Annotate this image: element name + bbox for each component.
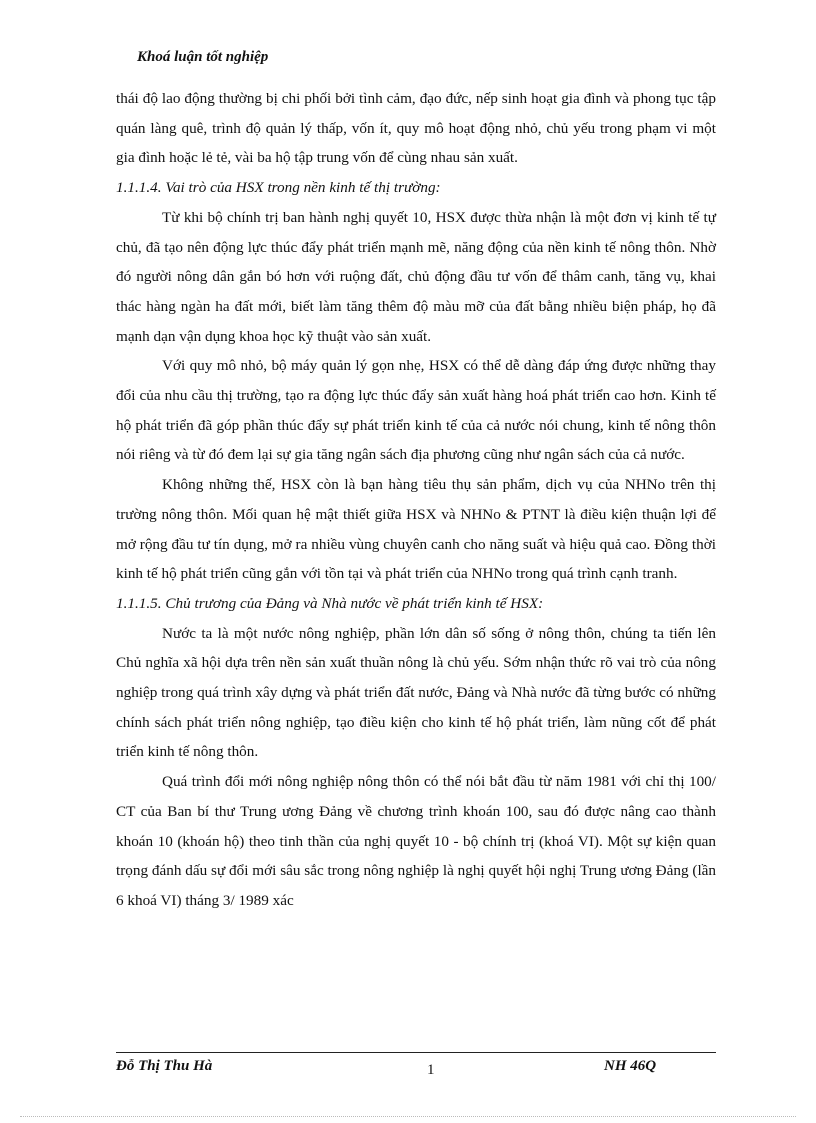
page-number: 1 <box>427 1062 435 1078</box>
paragraph: Nước ta là một nước nông nghiệp, phần lớn dân số sống ở nông thôn, chúng ta tiến lên Chủ nghĩa xã hội dựa trên nền sản xuất thuần nông là chủ yếu. Sớm nhận thức rõ vai trò của nông nghiệp trong quá trình xây dựng và phát triển đất nước, Đảng và Nhà nước đã từng bước có những chính sách phát triển nông nghiệp, tạo điều kiện cho kinh tế hộ phát triển, làm nũng cốt để phát triển kinh tế nông thôn. <box>116 624 716 761</box>
paragraph: Từ khi bộ chính trị ban hành nghị quyết 10, HSX được thừa nhận là một đơn vị kinh tế tự chủ, đã tạo nên động lực thúc đẩy phát triển mạnh mẽ, năng động của nền kinh tế nông thôn. Nhờ đó người nông dân gắn bó hơn với ruộng đất, chủ động đầu tư vốn để thâm canh, tăng vụ, khai thác hàng ngàn ha đất mới, biết làm tăng thêm độ màu mỡ của đất bằng nhiều biện pháp, họ đã mạnh dạn vận dụng khoa học kỹ thuật vào sản xuất. <box>116 208 716 345</box>
page-header-title: Khoá luận tốt nghiệp <box>137 49 269 65</box>
document-body <box>116 84 716 916</box>
paragraph: Với quy mô nhỏ, bộ máy quản lý gọn nhẹ, HSX có thể dễ dàng đáp ứng được những thay đổi của nhu cầu thị trường, tạo ra động lực thúc đẩy sản xuất hàng hoá phát triển cao hơn. Kinh tế hộ phát triển đã góp phần thúc đẩy sự phát triển kinh tế của cả nước nói chung, kinh tế nông thôn nói riêng và từ đó đem lại sự gia tăng ngân sách địa phương cũng như ngân sách của cả nước. <box>116 357 716 464</box>
paragraph-continued: thái độ lao động thường bị chi phối bởi tình cảm, đạo đức, nếp sinh hoạt gia đình và phong tục tập quán làng quê, trình độ quản lý thấp, vốn ít, quy mô hoạt động nhỏ, chủ yếu trong phạm vi một gia đình hoặc lẻ tẻ, vài ba hộ tập trung vốn để cùng nhau sản xuất. <box>116 90 716 167</box>
paragraph: Quá trình đổi mới nông nghiệp nông thôn có thể nói bắt đầu từ năm 1981 với chỉ thị 100/ CT của Ban bí thư Trung ương Đảng về chương trình khoán 100, sau đó được nâng cao thành khoán 10 (khoán hộ) theo tinh thần của nghị quyết 10 - bộ chính trị (khoá VI). Một sự kiện quan trọng đánh dấu sự đổi mới sâu sắc trong nông nghiệp là nghị quyết hội nghị Trung ương Đảng (lần 6 khoá VI) tháng 3/ 1989 xác <box>116 773 716 909</box>
section-heading-1-1-1-5: 1.1.1.5. Chủ trương của Đảng và Nhà nước về phát triển kinh tế HSX: <box>116 594 544 612</box>
page-bottom-dotted-border <box>20 1116 796 1117</box>
paragraph: Không những thế, HSX còn là bạn hàng tiêu thụ sản phẩm, dịch vụ của NHNo trên thị trường nông thôn. Mối quan hệ mật thiết giữa HSX và NHNo & PTNT là điều kiện thuận lợi để mở rộng đầu tư tín dụng, mở ra nhiều vùng chuyên canh cho năng suất và hiệu quả cao. Đồng thời kinh tế hộ phát triển cũng gắn với tồn tại và phát triển của NHNo trong quá trình cạnh tranh. <box>116 476 716 583</box>
footer-author: Đỗ Thị Thu Hà <box>116 1058 213 1074</box>
footer-divider <box>116 1052 716 1053</box>
section-heading-1-1-1-4: 1.1.1.4. Vai trò của HSX trong nền kinh tế thị trường: <box>116 179 441 197</box>
footer-class-code: NH 46Q <box>604 1058 657 1074</box>
